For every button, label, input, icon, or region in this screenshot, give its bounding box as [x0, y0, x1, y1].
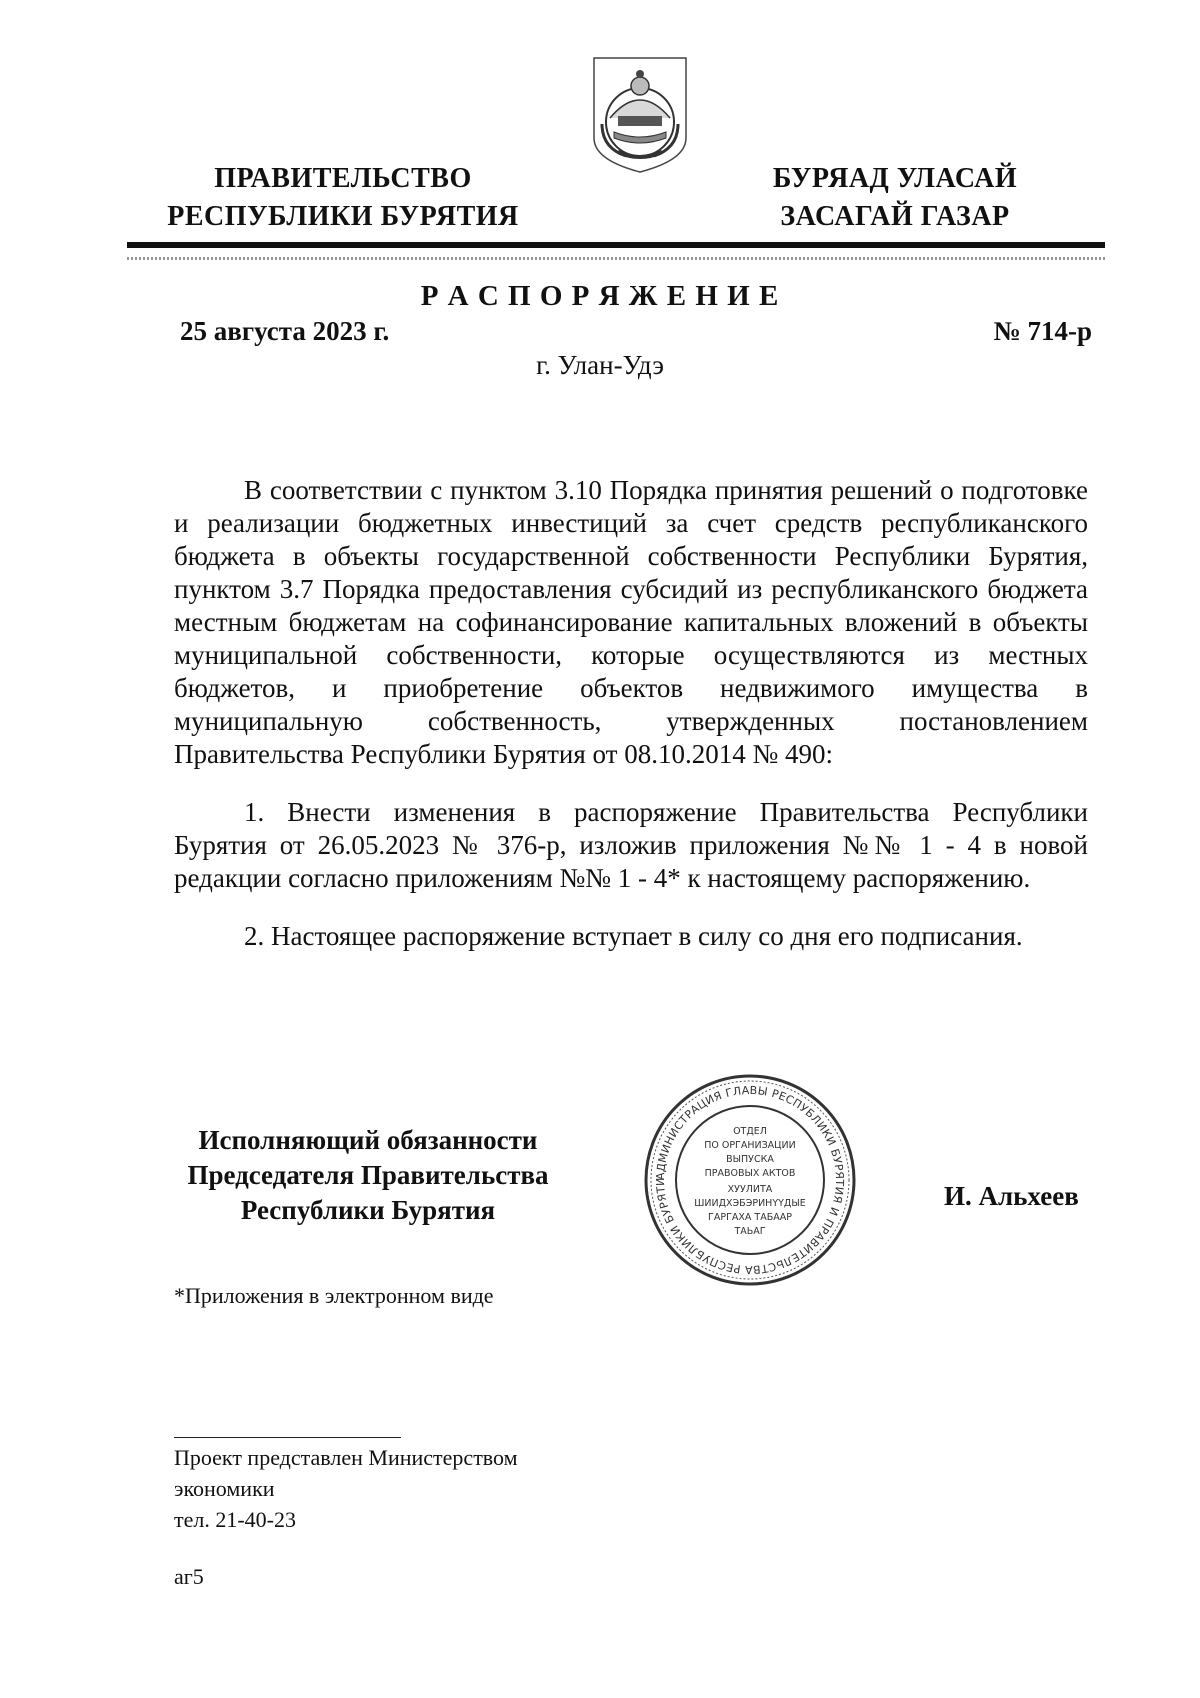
header-right	[745, 160, 1045, 236]
footer-code: аг5	[174, 1564, 204, 1589]
footer-line2: экономики	[174, 1476, 275, 1501]
header-left-line1: ПРАВИТЕЛЬСТВО	[214, 163, 472, 194]
coat-of-arms-emblem	[588, 52, 692, 176]
signatory-title	[168, 1123, 568, 1228]
item-1-paragraph: 1. Внести изменения в распоряжение Правительства Республики Бурятия от 26.05.2023 № 376-р, изложив приложения №№ 1 - 4 в новой редакции согласно приложениям №№ 1 - 4* к настоящему распоряжению.	[174, 797, 1088, 893]
stamp-line-1: ОТДЕЛ	[733, 1126, 767, 1137]
header-left-line2: РЕСПУБЛИКИ БУРЯТИЯ	[167, 201, 519, 232]
stamp-line-4: ПРАВОВЫХ АКТОВ	[704, 1168, 796, 1179]
stamp-line-6: ШИИДХЭБЭРИНҮҮДЫЕ	[694, 1198, 806, 1209]
header-divider-thick	[127, 242, 1105, 248]
signatory-name: И. Альхеев	[944, 1181, 1079, 1211]
stamp-line-3: ВЫПУСКА	[726, 1154, 774, 1165]
stamp-ring-text: АДМИНИСТРАЦИЯ ГЛАВЫ РЕСПУБЛИКИ БУРЯТИЯ И ПРАВИТЕЛЬСТВА РЕСПУБЛИКИ БУРЯТИ	[653, 1083, 847, 1277]
signatory-line3: Республики Бурятия	[240, 1195, 496, 1225]
stamp-line-8: ТАЬАГ	[734, 1226, 766, 1237]
document-number: № 714-р	[993, 316, 1092, 346]
body-text	[174, 474, 1088, 953]
signatory-line1: Исполняющий обязанности	[198, 1125, 538, 1155]
official-stamp	[642, 1072, 858, 1288]
preamble-paragraph: В соответствии с пунктом 3.10 Порядка принятия решений о подготовке и реализации бюджетных инвестиций за счет средств республиканского бюджета в объекты государственной собственности Республики Бурятия, пунктом 3.7 Порядка предоставления субсидий из республиканского бюджета местным бюджетам на софинансирование капитальных вложений в объекты муниципальной собственности, которые осуществляются из местных бюджетов, и приобретение объектов недвижимого имущества в муниципальную собственность, утвержденных постановлением Правительства Республики Бурятия от 08.10.2014 № 490:	[174, 475, 1088, 769]
footer-phone: тел. 21-40-23	[174, 1507, 297, 1532]
footer-rule	[174, 1437, 401, 1438]
header-divider-thin	[127, 257, 1105, 260]
item-2-paragraph: 2. Настоящее распоряжение вступает в силу со дня его подписания.	[244, 921, 1023, 951]
header-left	[148, 160, 538, 236]
header-right-line1: БУРЯАД УЛАСАЙ	[772, 163, 1018, 194]
document-date: 25 августа 2023 г.	[180, 316, 390, 346]
attachments-footnote: *Приложения в электронном виде	[174, 1283, 494, 1308]
stamp-line-5: ХУУЛИТА	[727, 1184, 773, 1195]
document-title: Р А С П О Р Я Ж Е Н И Е	[420, 280, 780, 312]
stamp-line-2: ПО ОРГАНИЗАЦИИ	[704, 1140, 796, 1151]
document-city: г. Улан-Удэ	[536, 350, 664, 380]
signatory-line2: Председателя Правительства	[187, 1160, 549, 1190]
footer-block	[174, 1442, 574, 1535]
header-right-line2: ЗАСАГАЙ ГАЗАР	[780, 201, 1010, 232]
footer-line1: Проект представлен Министерством	[174, 1445, 518, 1470]
stamp-line-7: ГАРГАХА ТАБААР	[708, 1212, 792, 1223]
